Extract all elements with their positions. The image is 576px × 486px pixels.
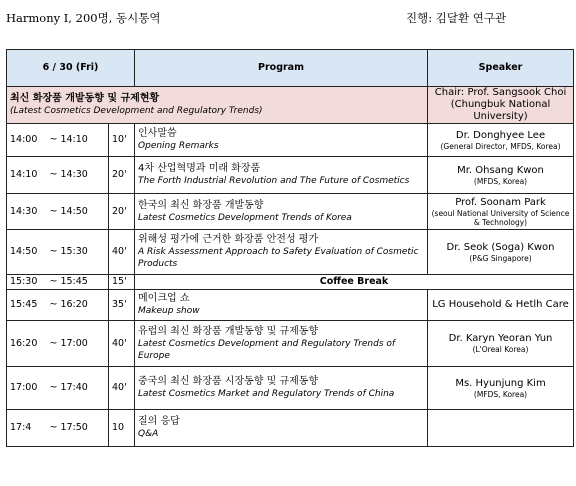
- chair-name: Chair: Prof. Sangsook Choi: [434, 87, 567, 98]
- speaker-cell: [428, 410, 574, 447]
- program-title-en: A Risk Assessment Approach to Safety Evaluation of Cosmetic Products: [138, 247, 419, 269]
- start-time: 14:10: [10, 169, 38, 180]
- program-title-ko: 위해성 평가에 근거한 화장품 안전성 평가: [138, 234, 319, 245]
- speaker-cell: [428, 157, 574, 194]
- speaker-name: LG Household & Hetlh Care: [432, 299, 569, 310]
- duration: 20': [109, 194, 135, 230]
- start-time: 16:20: [10, 337, 38, 349]
- speaker-cell: [428, 321, 574, 367]
- speaker-affiliation: (L'Oreal Korea): [472, 345, 529, 354]
- duration: 40': [109, 230, 135, 275]
- start-time: 15:45: [10, 299, 38, 310]
- duration: 15': [109, 275, 135, 290]
- end-time: ~ 17:50: [49, 422, 88, 433]
- time-cell: [7, 410, 109, 447]
- end-time: ~ 17:00: [49, 337, 88, 349]
- speaker-name: Mr. Ohsang Kwon: [457, 164, 544, 176]
- end-time: ~ 14:50: [49, 205, 88, 217]
- speaker-name: Dr. Donghyee Lee: [455, 129, 546, 141]
- start-time: 14:50: [10, 246, 38, 257]
- table-header-row: [7, 50, 574, 87]
- speaker-affiliation: (seoul National University of Science & Technology): [431, 208, 570, 227]
- program-title-ko: 메이크업 쇼: [138, 293, 190, 304]
- table-row: [7, 194, 574, 230]
- program-title-ko: 질의 응답: [138, 416, 180, 427]
- program-title-en: Makeup show: [138, 306, 200, 316]
- program-cell: [135, 230, 428, 275]
- program-title-ko: 한국의 최신 화장품 개발동향: [138, 199, 264, 211]
- coffee-break: Coffee Break: [135, 275, 574, 290]
- table-row: [7, 367, 574, 410]
- start-time: 14:00: [10, 134, 38, 145]
- speaker-cell: [428, 230, 574, 275]
- program-cell: [135, 410, 428, 447]
- end-time: ~ 15:45: [49, 276, 88, 287]
- end-time: ~ 17:40: [49, 382, 88, 393]
- speaker-header: Speaker: [428, 50, 574, 87]
- program-title-en: Latest Cosmetics Development Trends of Korea: [138, 212, 352, 223]
- program-title-en: Opening Remarks: [138, 141, 219, 151]
- program-title-en: Latest Cosmetics Market and Regulatory Trends of China: [138, 389, 395, 399]
- end-time: ~ 14:30: [49, 169, 88, 180]
- speaker-name: Prof. Soonam Park: [455, 196, 546, 208]
- table-row: [7, 124, 574, 157]
- moderator-info: 진행: 김달환 연구관: [406, 11, 507, 25]
- end-time: ~ 15:30: [49, 246, 88, 257]
- table-row: [7, 230, 574, 275]
- program-cell: [135, 157, 428, 194]
- time-cell: [7, 321, 109, 367]
- start-time: 17:4: [10, 422, 32, 433]
- program-title-en: Latest Cosmetics Development and Regulatory Trends of Europe: [138, 338, 396, 361]
- end-time: ~ 14:10: [49, 134, 88, 145]
- venue-info: Harmony Ⅰ, 200명, 동시통역: [6, 11, 161, 25]
- speaker-affiliation: (MFDS, Korea): [473, 176, 528, 186]
- program-title-ko: 인사말씀: [138, 128, 177, 139]
- end-time: ~ 16:20: [49, 299, 88, 310]
- start-time: 17:00: [10, 382, 38, 393]
- program-title-en: The Forth Industrial Revolution and The Future of Cosmetics: [138, 176, 410, 186]
- speaker-cell: [428, 290, 574, 321]
- time-cell: [7, 124, 109, 157]
- program-title-ko: 중국의 최신 화장품 시장동향 및 규제동향: [138, 376, 319, 387]
- table-row: [7, 157, 574, 194]
- speaker-affiliation: (P&G Singapore): [469, 253, 532, 263]
- section-title-en: (Latest Cosmetics Development and Regulatory Trends): [10, 106, 263, 116]
- duration: 20': [109, 157, 135, 194]
- program-cell: [135, 194, 428, 230]
- speaker-name: Dr. Karyn Yeoran Yun: [448, 333, 553, 344]
- speaker-cell: [428, 194, 574, 230]
- speaker-cell: [428, 367, 574, 410]
- time-cell: [7, 230, 109, 275]
- schedule-table: [6, 49, 574, 447]
- time-cell: [7, 290, 109, 321]
- chair-cell: [428, 87, 574, 124]
- speaker-cell: [428, 124, 574, 157]
- speaker-affiliation: (MFDS, Korea): [473, 389, 528, 399]
- date-header: 6 / 30 (Fri): [7, 50, 135, 87]
- time-cell: [7, 157, 109, 194]
- page-header: [6, 10, 568, 30]
- time-cell: [7, 275, 109, 290]
- program-title-en: Q&A: [138, 429, 159, 439]
- program-header: Program: [135, 50, 428, 87]
- table-row: [7, 290, 574, 321]
- chair-affiliation: (Chungbuk National University): [450, 99, 551, 122]
- duration: 40': [109, 367, 135, 410]
- program-title-ko: 4차 산업혁명과 미래 화장품: [138, 163, 261, 174]
- program-cell: [135, 124, 428, 157]
- speaker-name: Dr. Seok (Soga) Kwon: [446, 241, 555, 253]
- start-time: 15:30: [10, 276, 38, 287]
- program-cell: [135, 290, 428, 321]
- table-row: [7, 321, 574, 367]
- section-row: [7, 87, 574, 124]
- section-title-cell: [7, 87, 428, 124]
- table-row: [7, 275, 574, 290]
- duration: 10': [109, 124, 135, 157]
- duration: 40': [109, 321, 135, 367]
- program-cell: [135, 321, 428, 367]
- time-cell: [7, 194, 109, 230]
- speaker-name: Ms. Hyunjung Kim: [455, 377, 546, 389]
- start-time: 14:30: [10, 205, 38, 217]
- section-title-ko: 최신 화장품 개발동향 및 규제현황: [10, 93, 160, 104]
- speaker-affiliation: (General Director, MFDS, Korea): [440, 141, 561, 151]
- program-title-ko: 유럽의 최신 화장품 개발동향 및 규제동향: [138, 325, 319, 337]
- table-row: [7, 410, 574, 447]
- program-cell: [135, 367, 428, 410]
- duration: 35': [109, 290, 135, 321]
- duration: 10: [109, 410, 135, 447]
- time-cell: [7, 367, 109, 410]
